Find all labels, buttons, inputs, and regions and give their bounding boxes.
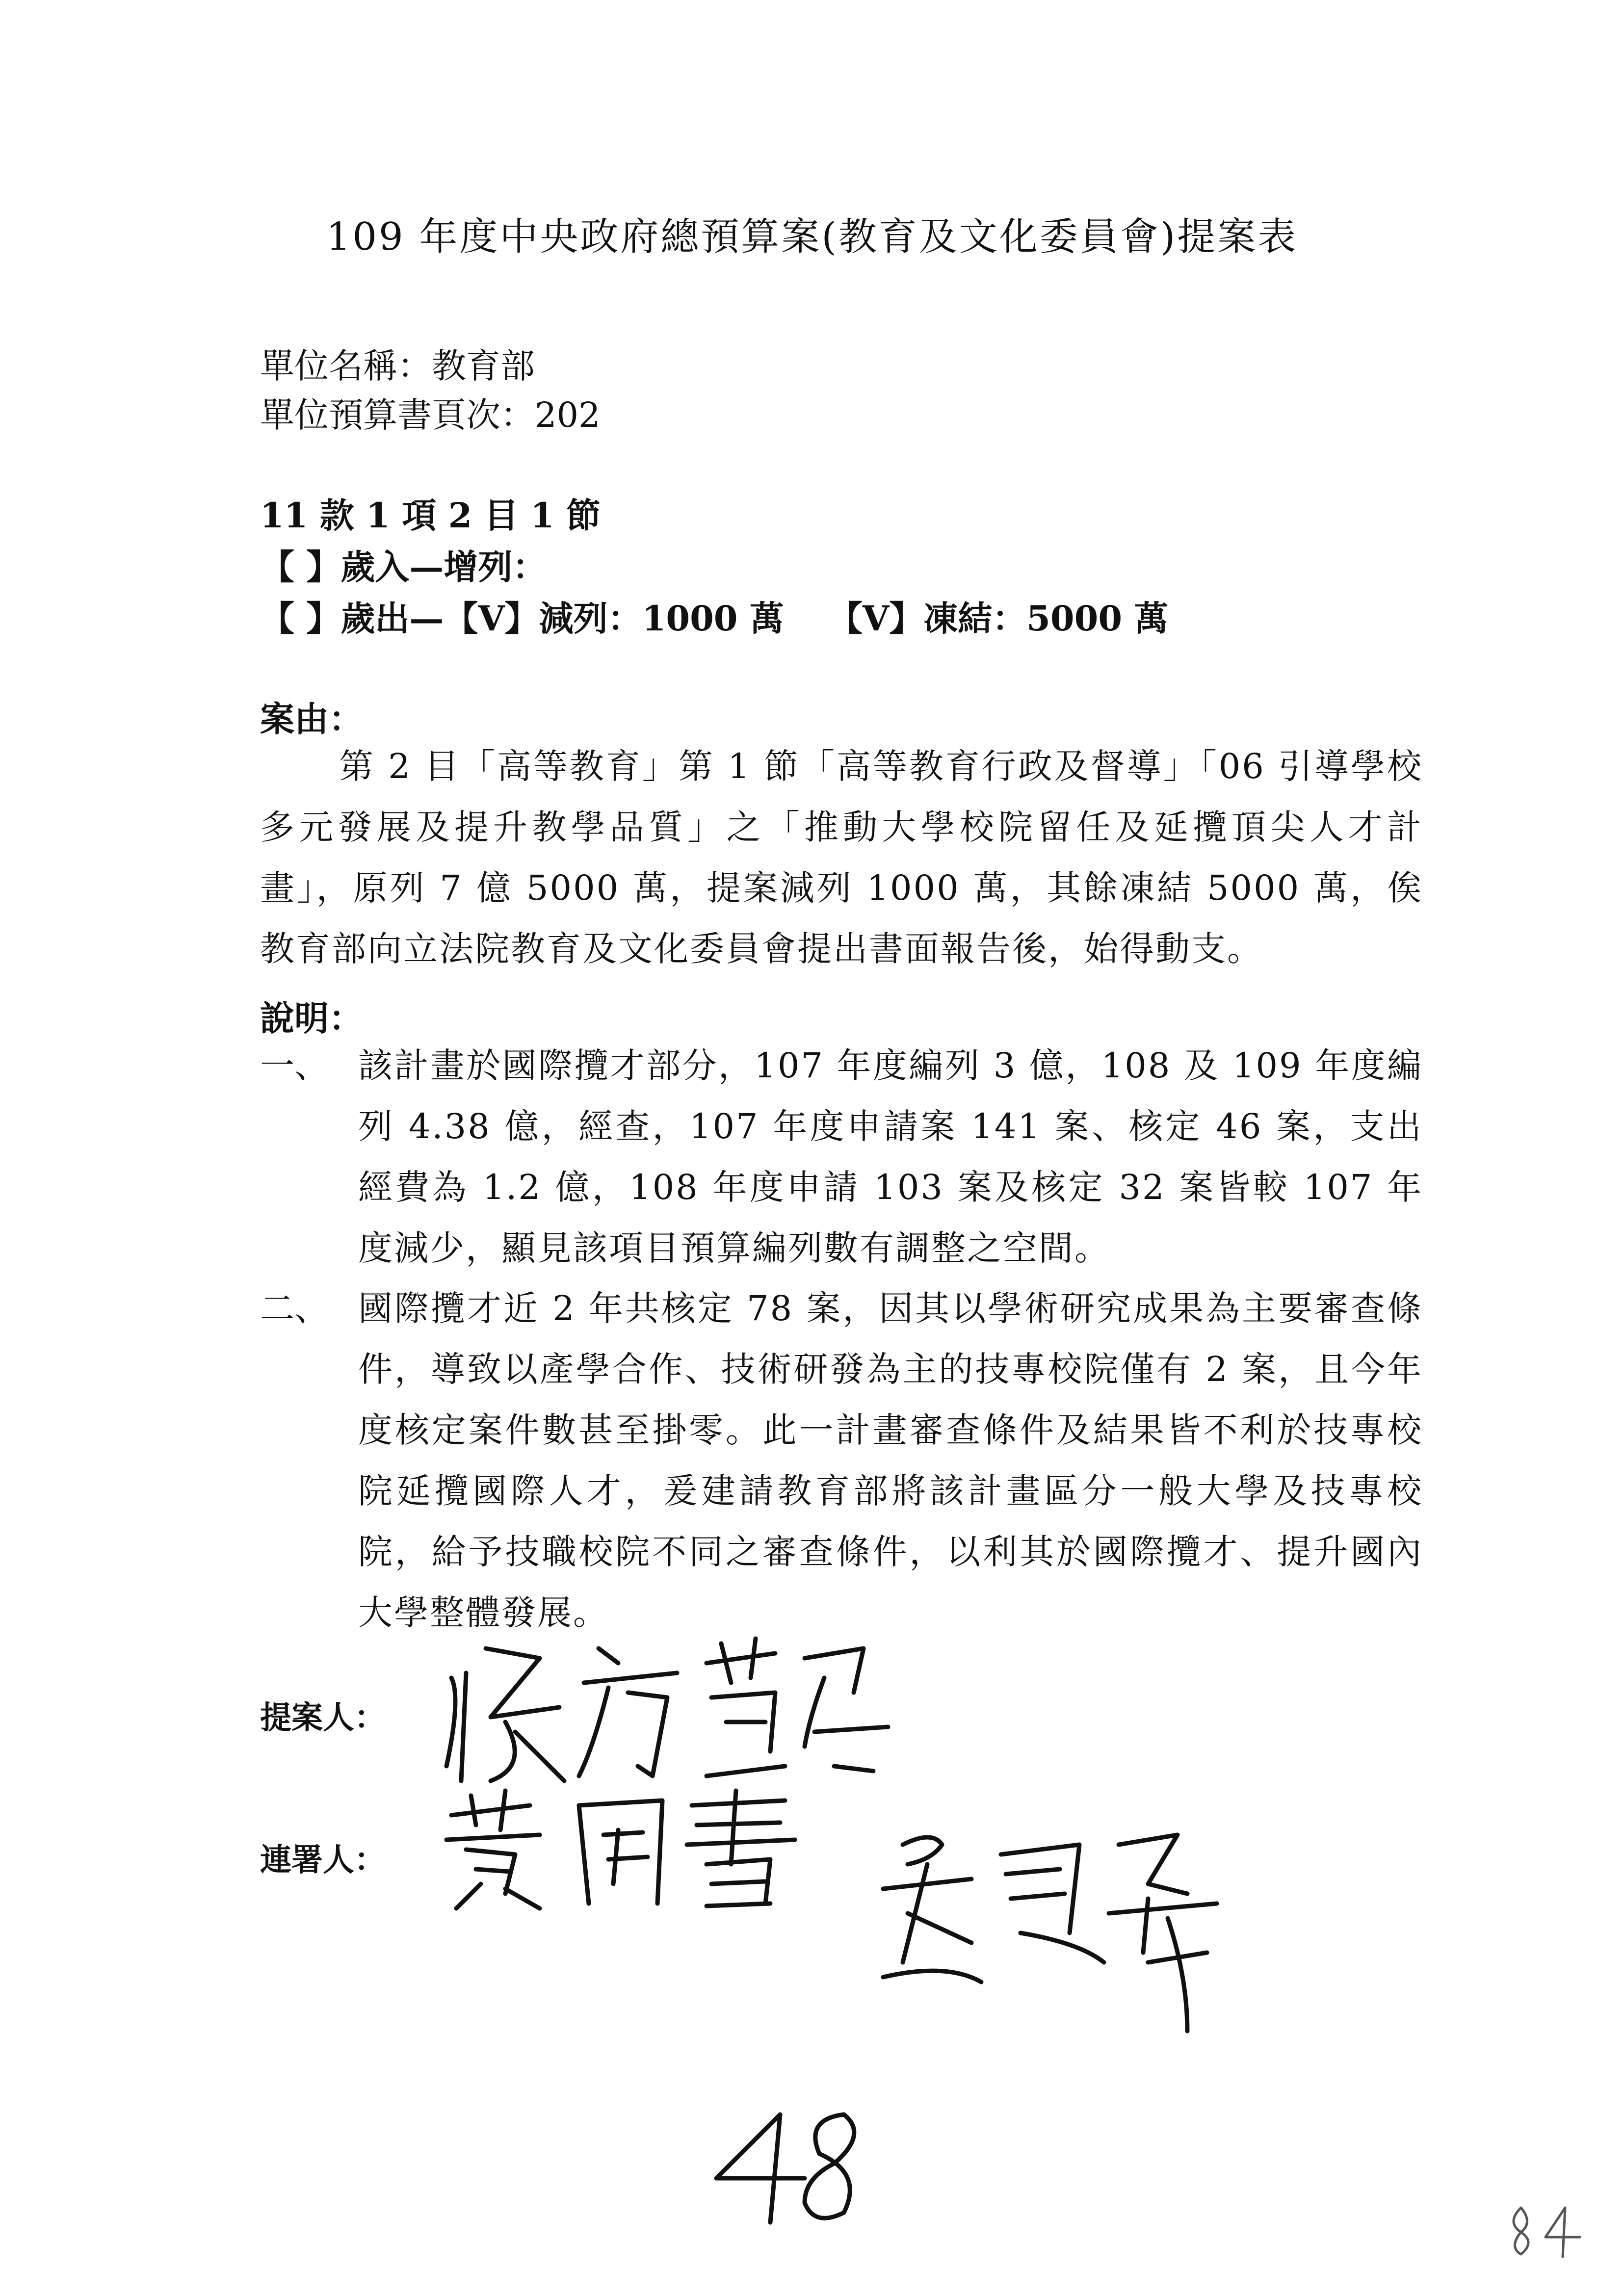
budget-section: 11 款 1 項 2 目 1 節 xyxy=(260,495,601,536)
cosigner-signature-1 xyxy=(432,1786,805,1913)
explanation-item xyxy=(260,1035,1423,1278)
explanation-item-text: 該計畫於國際攬才部分，107 年度編列 3 億，108 及 109 年度編列 4.38 億，經查，107 年度申請案 141 案、核定 46 案，支出經費為 1.2 億，108 年度申請 103 案及核定 32 案皆較 107 年度減少，顯見該項目預算編列數有調整之空間。 xyxy=(358,1045,1423,1268)
cosigner-label: 連署人： xyxy=(260,1842,386,1879)
document-title: 109 年度中央政府總預算案(教育及文化委員會)提案表 xyxy=(326,215,1298,259)
reason-text: 第 2 目「高等教育」第 1 節「高等教育行政及督導」「06 引導學校多元發展及提升教學品質」之「推動大學校院留任及延攬頂尖人才計畫」，原列 7 億 5000 萬，提案減列 1000 萬，其餘凍結 5000 萬，俟教育部向立法院教育及文化委員會提出書面報告後，始得動支。 xyxy=(260,746,1423,969)
reason-heading: 案由： xyxy=(260,699,363,739)
explanation-item-number: 二、 xyxy=(260,1288,329,1329)
proposer-signature xyxy=(432,1619,913,1796)
explanation-heading: 說明： xyxy=(260,998,363,1039)
explanation-item-text: 國際攬才近 2 年共核定 78 案，因其以學術研究成果為主要審查條件，導致以產學合作、技術研發為主的技專校院僅有 2 案，且今年度核定案件數甚至掛零。此一計畫審查條件及結果皆不利於技專校院延攬國際人才，爰建請教育部將該計畫區分一般大學及技專校院，給予技職校院不同之審查條件，以利其於國際攬才、提升國內大學整體發展。 xyxy=(358,1288,1423,1633)
expenditure-line xyxy=(260,591,1168,641)
reason-paragraph xyxy=(260,736,1423,979)
explanation-item-number: 一、 xyxy=(260,1045,329,1086)
expenditure-cut: 【V】減列：1000 萬 xyxy=(444,598,784,639)
revenue-line: 【 】歲入—增列： xyxy=(260,547,547,587)
proposer-label: 提案人： xyxy=(260,1699,386,1736)
unit-name: 單位名稱：教育部 xyxy=(260,346,535,386)
cosigner-signature-2 xyxy=(873,1815,1246,2041)
explanation-item xyxy=(260,1278,1423,1643)
page-number-handwritten xyxy=(707,2105,883,2232)
expenditure-freeze: 【V】凍結：5000 萬 xyxy=(828,598,1169,639)
unit-budget-page: 單位預算書頁次：202 xyxy=(260,395,601,435)
expenditure-bracket: 【 】歲出— xyxy=(260,598,444,639)
corner-note-handwritten xyxy=(1501,2198,1590,2262)
